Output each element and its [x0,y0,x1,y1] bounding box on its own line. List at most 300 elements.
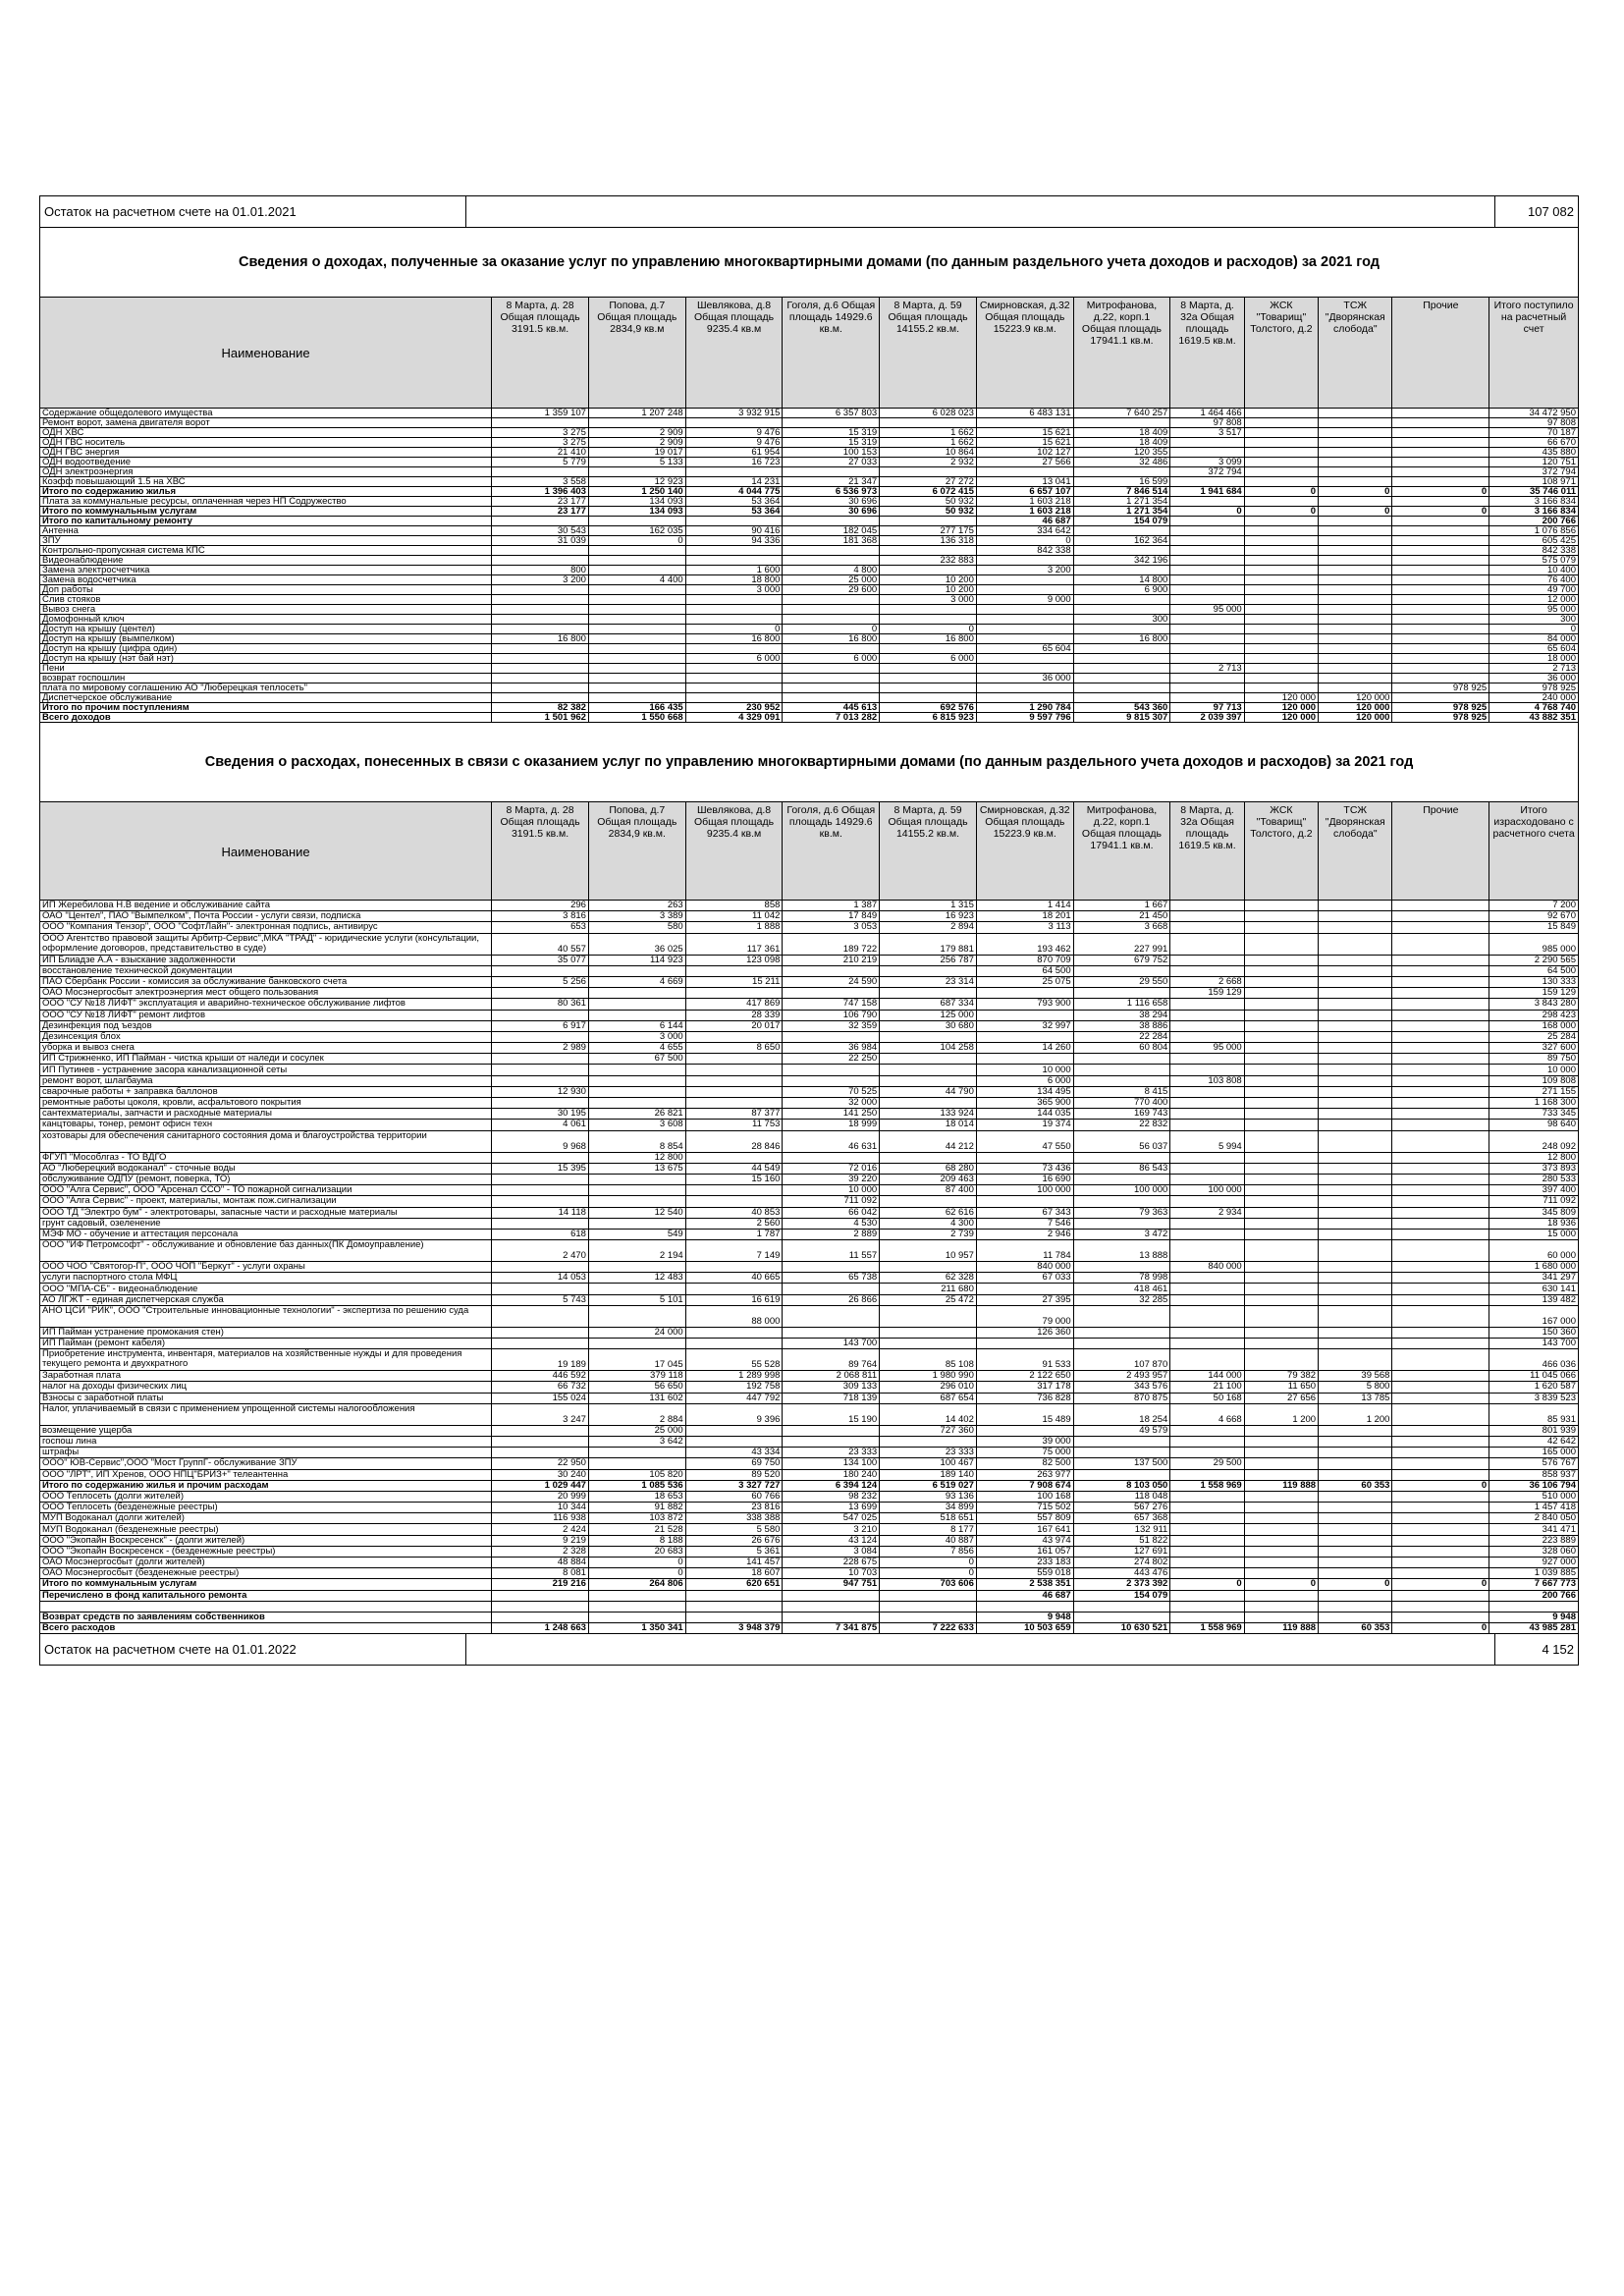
cell-value: 10 864 [880,448,977,458]
row-name: грунт садовый, озеленение [40,1218,492,1229]
table-row [40,1065,1578,1075]
cell-value: 620 651 [685,1579,783,1590]
cell-value: 155 024 [492,1393,589,1403]
cell-value [1244,988,1318,999]
cell-value [1244,1185,1318,1196]
row-name: Вывоз снега [40,605,492,615]
cell-value: 0 [588,1568,685,1579]
cell-value: 10 703 [783,1568,880,1579]
cell-value: 62 616 [880,1207,977,1218]
cell-value: 858 [685,901,783,911]
cell-value [783,988,880,999]
row-name: Итого по содержанию жилья [40,487,492,497]
cell-value [1392,1229,1489,1239]
cell-value [1244,1601,1318,1612]
cell-value [880,1612,977,1622]
cell-value: 1 039 885 [1489,1568,1578,1579]
cell-value: 49 579 [1073,1425,1170,1436]
cell-value [1170,1273,1244,1284]
cell-value [1319,1218,1392,1229]
cell-value [492,1098,589,1109]
cell-value: 13 699 [783,1503,880,1513]
cell-value [1319,1612,1392,1622]
table-row [40,1601,1578,1612]
cell-value: 227 991 [1073,933,1170,955]
cell-value: 89 520 [685,1469,783,1480]
cell-value: 103 808 [1170,1075,1244,1086]
cell-value: 16 923 [880,911,977,922]
cell-value [1170,1448,1244,1458]
row-name: Перечислено в фонд капитального ремонта [40,1590,492,1601]
cell-value: 62 328 [880,1273,977,1284]
cell-value: 3 000 [685,585,783,595]
cell-value [1319,1054,1392,1065]
cell-value: 240 000 [1489,693,1578,703]
cell-value [1170,546,1244,556]
cell-value [492,625,589,634]
cell-value [1392,625,1489,634]
cell-value [1170,1152,1244,1163]
cell-value [685,605,783,615]
cell-value: 842 338 [976,546,1073,556]
expenses-header-row [40,802,1578,901]
cell-value: 2 934 [1170,1207,1244,1218]
cell-value [783,683,880,693]
cell-value: 2 894 [880,922,977,933]
cell-value: 0 [1170,507,1244,517]
cell-value: 14 231 [685,477,783,487]
cell-value [1244,965,1318,976]
cell-value: 162 364 [1073,536,1170,546]
cell-value: 89 750 [1489,1054,1578,1065]
cell-value: 36 000 [976,674,1073,683]
cell-value [588,585,685,595]
cell-value: 134 093 [588,507,685,517]
cell-value [685,1425,783,1436]
cell-value [1073,644,1170,654]
cell-value [1073,965,1170,976]
cell-value: 6 028 023 [880,409,977,418]
cell-value [1319,1207,1392,1218]
cell-value: 25 472 [880,1294,977,1305]
cell-value: 27 395 [976,1294,1073,1305]
cell-value: 141 457 [685,1558,783,1568]
cell-value [880,1075,977,1086]
cell-value [880,1339,977,1349]
cell-value: 687 654 [880,1393,977,1403]
table-row [40,1196,1578,1207]
cell-value: 102 127 [976,448,1073,458]
cell-value: 61 954 [685,448,783,458]
cell-value [588,625,685,634]
cell-value: 223 889 [1489,1535,1578,1546]
cell-value [1170,536,1244,546]
cell-value: 15 319 [783,438,880,448]
cell-value [783,605,880,615]
cell-value: 134 093 [588,497,685,507]
cell-value: 26 821 [588,1109,685,1120]
table-row [40,1284,1578,1294]
cell-value: 978 925 [1392,683,1489,693]
cell-value [1244,1327,1318,1338]
table-row [40,1098,1578,1109]
cell-value: 65 738 [783,1273,880,1284]
row-name: МУП Водоканал (долги жителей) [40,1513,492,1524]
table-row [40,1371,1578,1382]
row-name: ИП Стрижненко, ИП Пайман - чистка крыши от наледи и сосулек [40,1054,492,1065]
cell-value [1392,1305,1489,1327]
table-row [40,477,1578,487]
cell-value [783,1262,880,1273]
cell-value: 770 400 [1073,1098,1170,1109]
cell-value [783,615,880,625]
cell-value [1170,1174,1244,1184]
cell-value [1392,467,1489,477]
cell-value: 3 275 [492,438,589,448]
cell-value: 4 669 [588,976,685,987]
cell-value [1170,1513,1244,1524]
cell-value [492,1339,589,1349]
cell-value [588,634,685,644]
cell-value: 1 603 218 [976,497,1073,507]
cell-value: 56 650 [588,1382,685,1393]
cell-value: 36 000 [1489,674,1578,683]
cell-value [588,1601,685,1612]
table-row [40,1262,1578,1273]
cell-value: 120 751 [1489,458,1578,467]
cell-value: 23 333 [880,1448,977,1458]
cell-value: 1 315 [880,901,977,911]
cell-value: 10 000 [1489,1065,1578,1075]
cell-value: 85 931 [1489,1403,1578,1425]
row-name: Дезинфекция под ъездов [40,1020,492,1031]
cell-value [1392,1393,1489,1403]
column-header-4: Гоголя, д.6 Общая площадь 14929.6 кв.м. [783,802,880,901]
cell-value: 653 [492,922,589,933]
cell-value [1319,1469,1392,1480]
cell-value: 228 675 [783,1558,880,1568]
cell-value: 3 642 [588,1436,685,1447]
table-row [40,713,1578,723]
cell-value [588,1185,685,1196]
cell-value [1244,1075,1318,1086]
cell-value: 2 739 [880,1229,977,1239]
cell-value [685,683,783,693]
cell-value [1244,683,1318,693]
row-name: ИП Пайман (ремонт кабеля) [40,1339,492,1349]
cell-value [1073,654,1170,664]
row-name: ООО "Алга Сервис", ООО "Арсенал ССО" - ТО пожарной сигнализации [40,1185,492,1196]
table-row [40,988,1578,999]
cell-value: 18 936 [1489,1218,1578,1229]
row-name: ИП Блиадзе А.А - взыскание задолженности [40,955,492,965]
cell-value [1073,526,1170,536]
cell-value: 9 948 [1489,1612,1578,1622]
cell-value: 32 997 [976,1020,1073,1031]
cell-value: 12 000 [1489,595,1578,605]
cell-value [685,595,783,605]
cell-value: 8 081 [492,1568,589,1579]
cell-value [588,674,685,683]
column-header-6: Смирновская, д.32 Общая площадь 15223.9 кв.м. [976,802,1073,901]
cell-value [1244,575,1318,585]
cell-value: 120 355 [1073,448,1170,458]
cell-value: 9 476 [685,438,783,448]
cell-value: 21 528 [588,1524,685,1535]
cell-value [685,1339,783,1349]
cell-value: 31 039 [492,536,589,546]
table-row [40,1568,1578,1579]
row-name: Плата за коммунальные ресурсы, оплаченная через НП Содружество [40,497,492,507]
cell-value: 93 136 [880,1491,977,1502]
cell-value [1319,1524,1392,1535]
cell-value: 40 557 [492,933,589,955]
cell-value [1392,556,1489,566]
cell-value: 328 060 [1489,1546,1578,1557]
table-row [40,1546,1578,1557]
cell-value [1170,1020,1244,1031]
cell-value: 840 000 [1170,1262,1244,1273]
cell-value: 0 [588,1558,685,1568]
cell-value [1319,585,1392,595]
cell-value [1073,1218,1170,1229]
cell-value [492,595,589,605]
cell-value [588,654,685,664]
cell-value: 167 000 [1489,1305,1578,1327]
cell-value [1073,1196,1170,1207]
table-row [40,507,1578,517]
cell-value: 72 016 [783,1163,880,1174]
cell-value: 1 289 998 [685,1371,783,1382]
cell-value: 136 318 [880,536,977,546]
cell-value [685,1086,783,1097]
cell-value: 60 353 [1319,1623,1392,1634]
table-row [40,546,1578,556]
cell-value: 15 395 [492,1163,589,1174]
cell-value: 2 424 [492,1524,589,1535]
row-name: ООО "Алга Сервис" - проект, материалы, монтаж пож.сигнализации [40,1196,492,1207]
cell-value [1392,428,1489,438]
cell-value: 2 932 [880,458,977,467]
cell-value [1392,955,1489,965]
cell-value [1244,517,1318,526]
cell-value [1170,477,1244,487]
cell-value [783,1612,880,1622]
row-name: Доступ на крышу (нэт бай нэт) [40,654,492,664]
cell-value [492,1054,589,1065]
cell-value: 1 667 [1073,901,1170,911]
cell-value: 1 168 300 [1489,1098,1578,1109]
row-name: ремонт ворот, шлагбаума [40,1075,492,1086]
cell-value: 10 400 [1489,566,1578,575]
cell-value [1319,1546,1392,1557]
cell-value [880,988,977,999]
row-name: восстановление технической документации [40,965,492,976]
cell-value: 580 [588,922,685,933]
cell-value [1392,1109,1489,1120]
cell-value: 11 045 066 [1489,1371,1578,1382]
cell-value: 26 866 [783,1294,880,1305]
cell-value: 16 800 [880,634,977,644]
cell-value [1244,1491,1318,1502]
table-row [40,605,1578,615]
cell-value: 21 100 [1170,1382,1244,1393]
row-name: уборка и вывоз снега [40,1043,492,1054]
cell-value [492,1448,589,1458]
cell-value [1392,615,1489,625]
income-title: Сведения о доходах, полученные за оказание услуг по управлению многоквартирными домами (по данным раздельного учета доходов и расходов) за 2021 год [40,228,1578,298]
cell-value [1319,409,1392,418]
cell-value [492,605,589,615]
cell-value: 162 035 [588,526,685,536]
cell-value: 1 888 [685,922,783,933]
cell-value: 10 957 [880,1240,977,1262]
cell-value [685,1590,783,1601]
cell-value [1073,693,1170,703]
cell-value: 4 800 [783,566,880,575]
cell-value [1319,664,1392,674]
cell-value [1244,1065,1318,1075]
cell-value: 840 000 [976,1262,1073,1273]
table-row [40,1349,1578,1371]
cell-value: 0 [1170,1579,1244,1590]
cell-value [492,467,589,477]
cell-value: 2 194 [588,1240,685,1262]
cell-value: 65 604 [976,644,1073,654]
cell-value: 3 608 [588,1120,685,1130]
cell-value [588,1590,685,1601]
column-header-2: Попова, д.7 Общая площадь 2834,9 кв.м. [588,802,685,901]
table-row [40,634,1578,644]
cell-value [880,1196,977,1207]
cell-value: 9 948 [976,1612,1073,1622]
cell-value [1170,526,1244,536]
cell-value: 6 536 973 [783,487,880,497]
row-name: ООО" ЮВ-Сервис",ООО "Мост ГруппГ- обслуживание ЗПУ [40,1458,492,1469]
cell-value [1244,1130,1318,1152]
cell-value: 12 930 [492,1086,589,1097]
cell-value: 6 815 923 [880,713,977,723]
cell-value: 22 832 [1073,1120,1170,1130]
table-row [40,1448,1578,1458]
cell-value: 718 139 [783,1393,880,1403]
cell-value: 7 640 257 [1073,409,1170,418]
cell-value: 75 000 [976,1448,1073,1458]
cell-value: 84 000 [1489,634,1578,644]
cell-value [1392,1130,1489,1152]
column-header-name: Наименование [40,298,492,409]
cell-value [1392,1327,1489,1338]
cell-value [1244,644,1318,654]
cell-value [1170,1612,1244,1622]
cell-value [1319,955,1392,965]
row-name: ОДН ГВС энергия [40,448,492,458]
cell-value: 0 [1244,487,1318,497]
cell-value: 2 713 [1170,664,1244,674]
cell-value [1319,477,1392,487]
cell-value [1244,1425,1318,1436]
cell-value [1319,644,1392,654]
cell-value: 18 409 [1073,428,1170,438]
cell-value: 192 758 [685,1382,783,1393]
cell-value: 133 924 [880,1109,977,1120]
cell-value: 1 662 [880,438,977,448]
cell-value: 7 200 [1489,901,1578,911]
cell-value: 28 846 [685,1130,783,1152]
table-row [40,1163,1578,1174]
cell-value [1319,1503,1392,1513]
cell-value [588,1065,685,1075]
cell-value [1170,965,1244,976]
cell-value [588,988,685,999]
cell-value: 0 [880,1558,977,1568]
cell-value: 97 808 [1489,418,1578,428]
cell-value [1244,664,1318,674]
row-name: хозтовары для обеспечения санитарного состояния дома и благоустройства территории [40,1130,492,1152]
cell-value [685,664,783,674]
cell-value: 97 713 [1170,703,1244,713]
cell-value [1392,901,1489,911]
cell-value [685,1065,783,1075]
cell-value: 1 464 466 [1170,409,1244,418]
cell-value [588,1098,685,1109]
cell-value [1244,1240,1318,1262]
cell-value: 16 599 [1073,477,1170,487]
cell-value: 1 558 969 [1170,1623,1244,1634]
cell-value: 2 840 050 [1489,1513,1578,1524]
cell-value: 29 500 [1170,1458,1244,1469]
cell-value [1244,1262,1318,1273]
cell-value [1392,1469,1489,1480]
cell-value [880,418,977,428]
cell-value [976,1284,1073,1294]
cell-value [1244,1294,1318,1305]
opening-balance-label: Остаток на расчетном счете на 01.01.2021 [44,204,297,219]
closing-balance-value: 4 152 [1494,1634,1578,1665]
cell-value: 264 806 [588,1579,685,1590]
row-name: сварочные работы + заправка баллонов [40,1086,492,1097]
cell-value [1170,1469,1244,1480]
cell-value [492,1065,589,1075]
cell-value [588,1339,685,1349]
cell-value: 6 000 [880,654,977,664]
cell-value: 372 794 [1170,467,1244,477]
cell-value: 180 240 [783,1469,880,1480]
cell-value: 82 500 [976,1458,1073,1469]
cell-value [685,1262,783,1273]
cell-value: 78 998 [1073,1273,1170,1284]
cell-value: 985 000 [1489,933,1578,955]
cell-value: 18 800 [685,575,783,585]
cell-value [1319,1273,1392,1284]
cell-value: 60 353 [1319,1480,1392,1491]
table-row [40,1273,1578,1284]
cell-value: 100 000 [1073,1185,1170,1196]
table-row [40,448,1578,458]
cell-value: 66 670 [1489,438,1578,448]
cell-value [783,1436,880,1447]
table-row [40,1327,1578,1338]
cell-value: 341 297 [1489,1273,1578,1284]
row-name: ООО "Компания Тензор", ООО "СофтЛайн"- электронная подпись, антивирус [40,922,492,933]
cell-value [1319,1262,1392,1273]
cell-value: 20 017 [685,1020,783,1031]
cell-value [1319,988,1392,999]
cell-value [783,467,880,477]
cell-value [588,1075,685,1086]
table-row [40,911,1578,922]
cell-value [1319,1098,1392,1109]
